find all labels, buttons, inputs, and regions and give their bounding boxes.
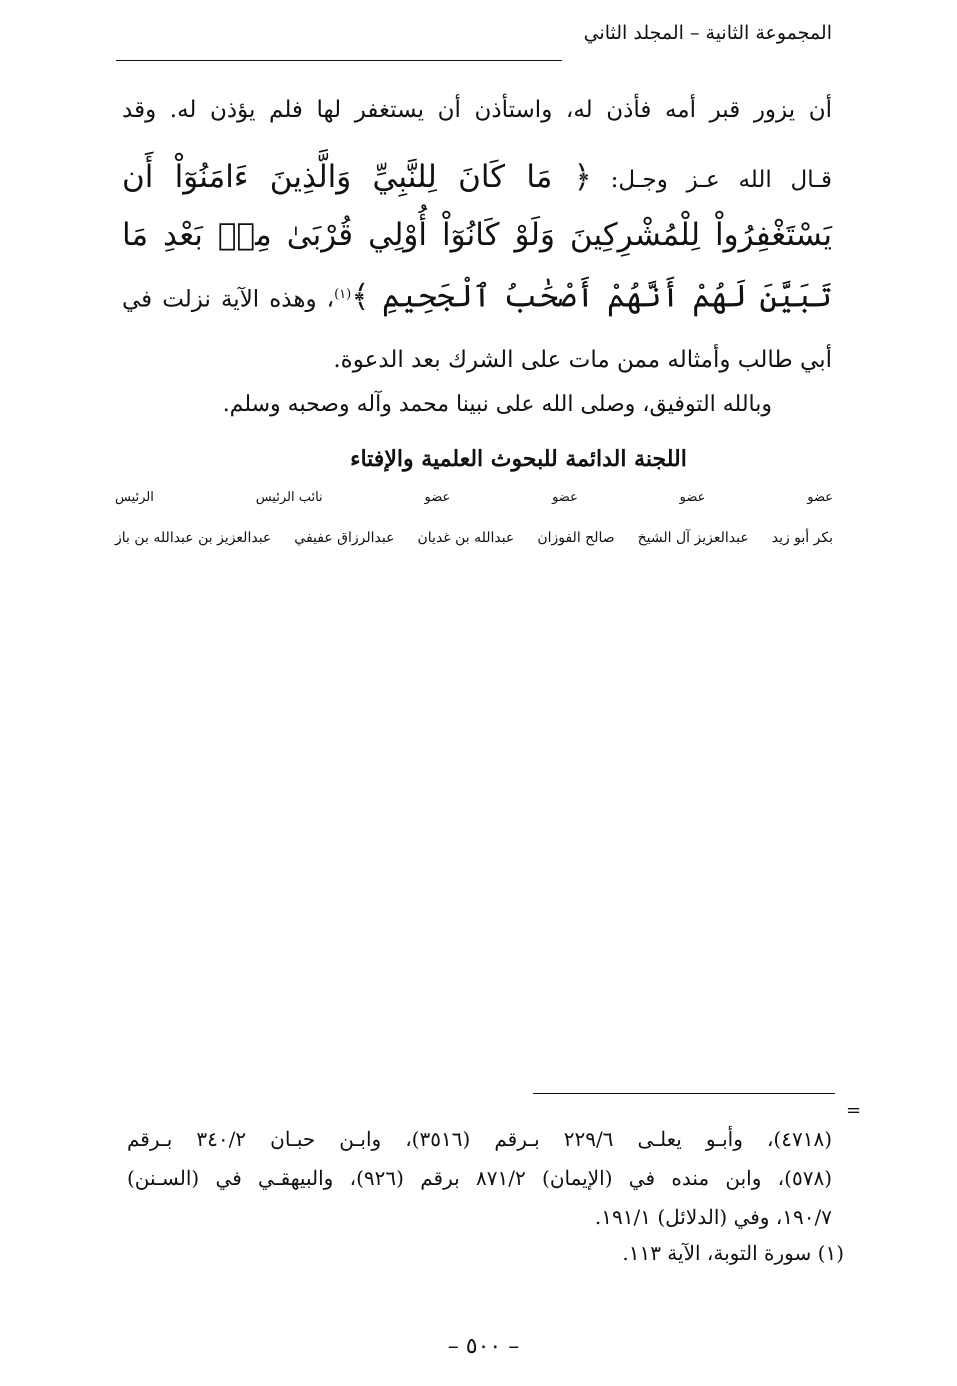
footnote-1: (١) سورة التوبة، الآية ١١٣. bbox=[622, 1241, 844, 1265]
signatory-role: الرئيس bbox=[115, 490, 154, 505]
body-line-2 bbox=[122, 150, 832, 207]
header-rule bbox=[116, 60, 562, 61]
body-line-5: أبي طالب وأمثاله ممن مات على الشرك بعد الدعوة. bbox=[333, 347, 832, 373]
closing-formula: وبالله التوفيق، وصلى الله على نبينا محمد وآله وصحبه وسلم. bbox=[222, 392, 772, 417]
signatory-role: عضو bbox=[424, 490, 451, 505]
signatory-name: عبدالرزاق عفيفي bbox=[294, 530, 395, 546]
footnote-continuation-line-3: ١٩٠/٧، وفي (الدلائل) ١٩١/١. bbox=[594, 1205, 832, 1229]
footnote-continuation-line-2: (٥٧٨)، وابن منده في (الإيمان) ٨٧١/٢ برقم (٩٢٦)، والبيهقـي في (السـنن) bbox=[127, 1166, 832, 1190]
signatory-name: بكر أبو زيد bbox=[771, 530, 833, 546]
footnote-continuation-mark: = bbox=[846, 1100, 862, 1121]
signatory-roles bbox=[115, 490, 833, 505]
signatory-name: عبدالله بن غديان bbox=[417, 530, 515, 546]
signatory-role: عضو bbox=[552, 490, 578, 505]
page-number: – ٥٠٠ – bbox=[447, 1334, 520, 1359]
body-line-4 bbox=[122, 268, 832, 327]
signatory-role: عضو bbox=[679, 490, 706, 505]
signatory-name: عبدالعزيز بن عبدالله بن باز bbox=[115, 530, 272, 546]
quran-verse-part-1: ﴿ مَا كَانَ لِلنَّبِيِّ وَالَّذِينَ ءَامَنُوٓاْ أَن bbox=[122, 159, 592, 195]
running-header: المجموعة الثانية – المجلد الثاني bbox=[583, 22, 832, 44]
quran-verse-part-3: تَبَيَّنَ لَهُمْ أَنَّهُمْ أَصْحَٰبُ ٱلْجَحِيمِ ﴾ bbox=[351, 278, 832, 315]
footnote-reference: (١) bbox=[334, 287, 352, 302]
body-line-4-text: ، وهذه الآية نزلت في bbox=[122, 286, 335, 313]
quran-verse-part-2: يَسْتَغْفِرُواْ لِلْمُشْرِكِينَ وَلَوْ كَانُوٓاْ أُوْلِي قُرْبَىٰ مِنۢ بَعْدِ مَا bbox=[122, 217, 832, 253]
signatory-names bbox=[115, 530, 833, 546]
body-line-2-text: قـال الله عـز وجـل: bbox=[610, 167, 832, 193]
signatory-name: صالح الفوزان bbox=[537, 530, 615, 546]
footnote-rule bbox=[533, 1093, 835, 1094]
footnote-continuation-line-1: (٤٧١٨)، وأبـو يعلـى ٢٢٩/٦ بـرقم (٣٥١٦)، وابـن حبـان ٣٤٠/٢ بـرقم bbox=[127, 1127, 833, 1151]
signatory-name: عبدالعزيز آل الشيخ bbox=[637, 530, 749, 546]
committee-name: اللجنة الدائمة للبحوث العلمية والإفتاء bbox=[350, 446, 687, 472]
body-line-1: أن يزور قبر أمه فأذن له، واستأذن أن يستغفر لها فلم يؤذن له. وقد bbox=[122, 97, 832, 123]
signatory-role: نائب الرئيس bbox=[255, 490, 323, 505]
signatory-role: عضو bbox=[807, 490, 833, 505]
